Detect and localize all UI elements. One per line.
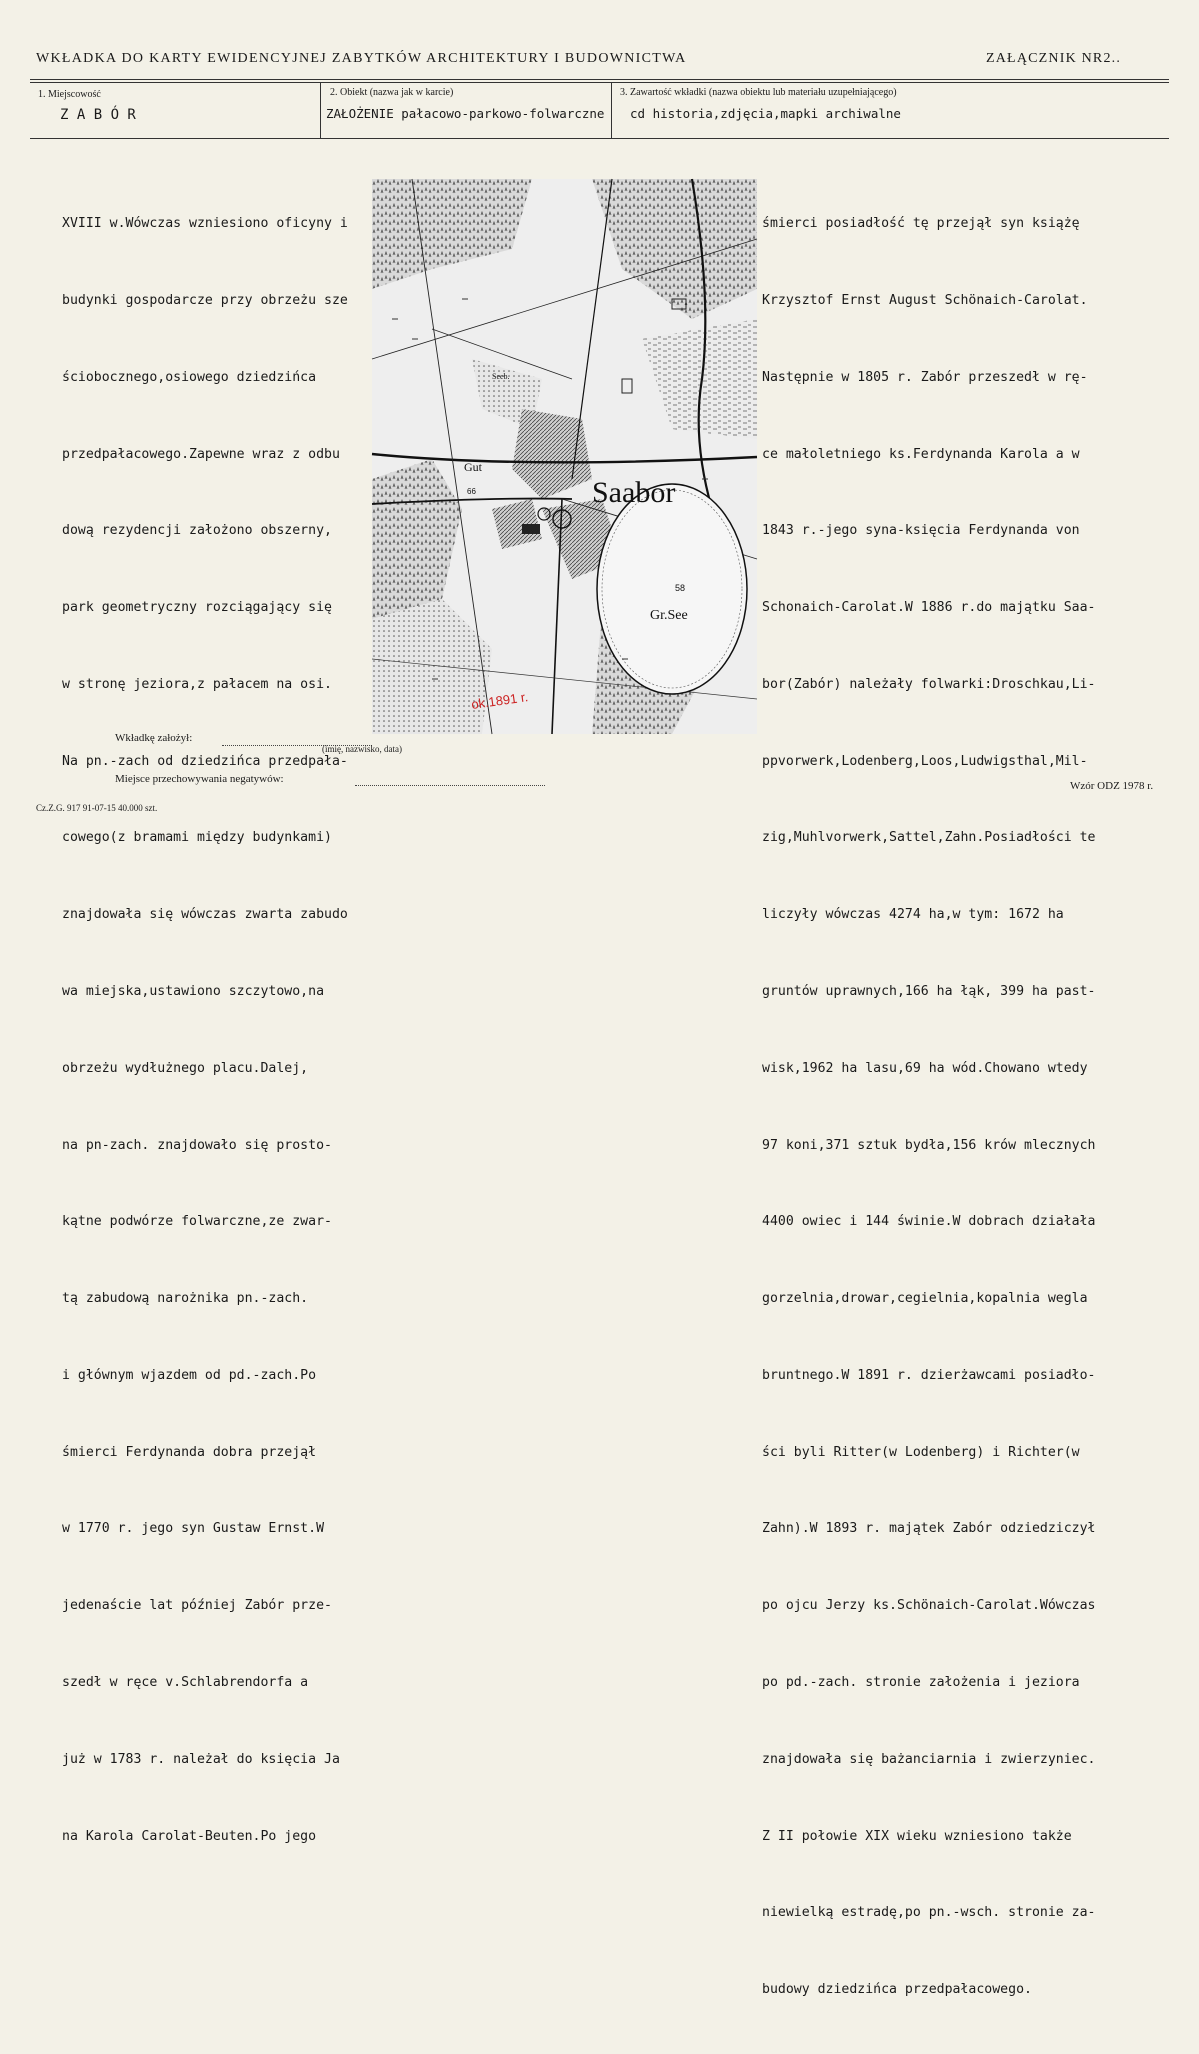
object-value: ZAŁOŻENIE pałacowo-parkowo-folwarczne: [326, 106, 605, 121]
locality-label: 1. Miejscowość: [38, 89, 101, 100]
text-line: przedpałacowego.Zapewne wraz z odbu: [62, 446, 340, 462]
text-line: cowego(z bramami między budynkami): [62, 830, 332, 846]
text-line: gorzelnia,drowar,cegielnia,kopalnia wegla: [762, 1291, 1088, 1307]
map-lake-number: 58: [675, 583, 686, 593]
locality-value: Z A B Ó R: [60, 107, 136, 123]
map-road-number: 66: [467, 487, 476, 496]
text-line: śmierci Ferdynanda dobra przejął: [62, 1444, 317, 1460]
text-line: Na pn.-zach od dziedzińca przedpała-: [62, 753, 348, 769]
text-line: park geometryczny rozciągający się: [62, 600, 332, 616]
text-line: XVIII w.Wówczas wzniesiono oficyny i: [62, 216, 348, 232]
annex-number: ZAŁĄCZNIK NR2..: [986, 51, 1122, 66]
text-line: 4400 owiec i 144 świnie.W dobrach działała: [762, 1214, 1096, 1230]
text-line: kątne podwórze folwarczne,ze zwar-: [62, 1214, 332, 1230]
text-line: ppvorwerk,Lodenberg,Loos,Ludwigsthal,Mil-: [762, 753, 1088, 769]
inserted-by-hint: (imię, nazwisko, data): [322, 744, 402, 754]
text-line: Zahn).W 1893 r. majątek Zabór odziedziczył: [762, 1521, 1096, 1537]
text-line: śmierci posiadłość tę przejął syn książę: [762, 216, 1080, 232]
map-date-annotation: ok.1891 r.: [470, 689, 529, 712]
text-line: wisk,1962 ha lasu,69 ha wód.Chowano wtedy: [762, 1060, 1088, 1076]
text-line: po ojcu Jerzy ks.Schönaich-Carolat.Wówczas: [762, 1598, 1096, 1614]
form-code: Wzór ODZ 1978 r.: [1070, 780, 1154, 792]
negatives-field[interactable]: [355, 784, 545, 786]
map-town-label: Saabor: [592, 476, 676, 509]
text-line: budynki gospodarcze przy obrzeżu sze: [62, 292, 348, 308]
map-lake-label: Gr.See: [650, 608, 688, 623]
historical-map: [372, 179, 757, 734]
text-line: bruntnego.W 1891 r. dzierżawcami posiadło-: [762, 1367, 1096, 1383]
text-line: bor(Zabór) należały folwarki:Droschkau,Li-: [762, 676, 1096, 692]
text-line: szedł w ręce v.Schlabrendorfa a: [62, 1675, 309, 1691]
text-line: w 1770 r. jego syn Gustaw Ernst.W: [62, 1521, 325, 1537]
text-line: tą zabudową narożnika pn.-zach.: [62, 1291, 309, 1307]
text-line: gruntów uprawnych,166 ha łąk, 399 ha past-: [762, 984, 1096, 999]
text-line: 97 koni,371 sztuk bydła,156 krów mlecznych: [762, 1137, 1096, 1153]
column-divider-2: [611, 82, 612, 138]
print-code: Cz.Z.G. 917 91-07-15 40.000 szt.: [36, 803, 158, 813]
text-line: znajdowała się bażanciarnia i zwierzyniec.: [762, 1751, 1096, 1767]
map-small-label: Seeb.: [492, 372, 510, 381]
object-label: 2. Obiekt (nazwa jak w karcie): [330, 87, 454, 98]
text-line: liczyły wówczas 4274 ha,w tym: 1672 ha: [762, 907, 1064, 923]
text-line: Schonaich-Carolat.W 1886 r.do majątku Saa-: [762, 600, 1096, 616]
text-line: budowy dziedzińca przedpałacowego.: [762, 1982, 1032, 1998]
inserted-by-label: Wkładkę założył:: [115, 732, 193, 744]
text-line: ści byli Ritter(w Lodenberg) i Richter(w: [762, 1444, 1080, 1460]
text-line: ce małoletniego ks.Ferdynanda Karola a w: [762, 446, 1080, 462]
text-line: na Karola Carolat-Beuten.Po jego: [62, 1828, 317, 1844]
text-line: dową rezydencji założono obszerny,: [62, 523, 332, 539]
text-line: obrzeżu wydłużnego placu.Dalej,: [62, 1060, 309, 1076]
text-line: ściobocznego,osiowego dziedzińca: [62, 369, 317, 385]
right-text-column: [762, 160, 1095, 2054]
text-line: wa miejska,ustawiono szczytowo,na: [62, 984, 325, 999]
column-divider-1: [320, 82, 321, 138]
left-text-column: [62, 160, 348, 1900]
text-line: Z II połowie XIX wieku wzniesiono także: [762, 1828, 1072, 1844]
text-line: na pn-zach. znajdowało się prosto-: [62, 1137, 332, 1153]
negatives-label: Miejsce przechowywania negatywów:: [115, 773, 284, 785]
text-line: znajdowała się wówczas zwarta zabudo: [62, 907, 348, 923]
content-value: cd historia,zdjęcia,mapki archiwalne: [630, 106, 901, 121]
text-line: Następnie w 1805 r. Zabór przeszedł w rę-: [762, 369, 1088, 385]
map-place-label: Gut: [464, 460, 482, 474]
table-top-border: [30, 79, 1169, 80]
text-line: zig,Muhlvorwerk,Sattel,Zahn.Posiadłości te: [762, 830, 1096, 846]
table-top-border-inner: [30, 82, 1169, 83]
text-line: jedenaście lat później Zabór prze-: [62, 1598, 332, 1614]
text-line: w stronę jeziora,z pałacem na osi.: [62, 676, 332, 692]
document-title: WKŁADKA DO KARTY EWIDENCYJNEJ ZABYTKÓW ARCHITEKTURY I BUDOWNICTWA: [36, 51, 687, 66]
content-label: 3. Zawartość wkładki (nazwa obiektu lub materiału uzupełniającego): [620, 87, 897, 98]
text-line: po pd.-zach. stronie założenia i jeziora: [762, 1675, 1080, 1691]
text-line: Krzysztof Ernst August Schönaich-Carolat.: [762, 292, 1088, 308]
text-line: i głównym wjazdem od pd.-zach.Po: [62, 1367, 317, 1383]
text-line: 1843 r.-jego syna-księcia Ferdynanda von: [762, 523, 1080, 539]
text-line: niewielką estradę,po pn.-wsch. stronie za-: [762, 1905, 1096, 1921]
text-line: już w 1783 r. należał do księcia Ja: [62, 1751, 340, 1767]
table-bottom-border: [30, 138, 1169, 139]
